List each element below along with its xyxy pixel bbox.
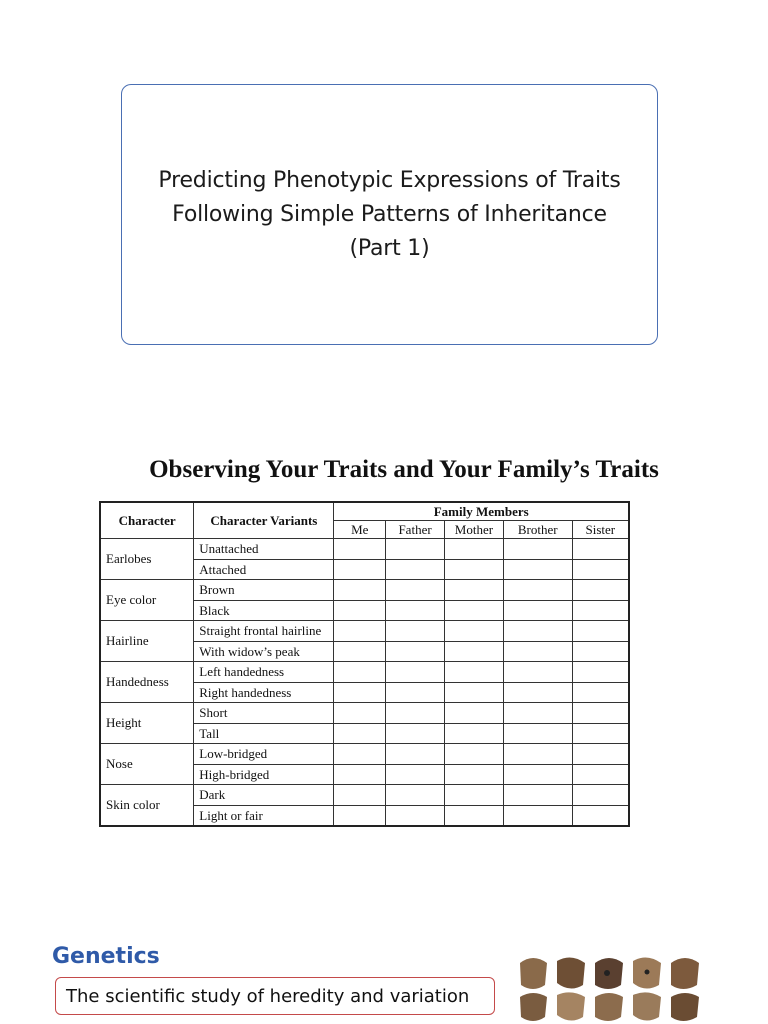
answer-cell-mother[interactable] (444, 600, 503, 621)
answer-cell-brother[interactable] (503, 703, 572, 724)
answer-cell-sister[interactable] (572, 621, 629, 642)
answer-cell-me[interactable] (334, 764, 386, 785)
answer-cell-me[interactable] (334, 662, 386, 683)
table-row (100, 662, 629, 683)
variant-cell: Black (194, 600, 334, 621)
answer-cell-brother[interactable] (503, 723, 572, 744)
genetics-definition: The scientific study of heredity and variation (55, 977, 495, 1015)
header-member-father: Father (386, 521, 445, 539)
character-cell: Handedness (100, 662, 194, 703)
section-heading: Observing Your Traits and Your Family’s Traits (149, 456, 659, 483)
answer-cell-mother[interactable] (444, 785, 503, 806)
character-cell: Height (100, 703, 194, 744)
answer-cell-father[interactable] (386, 539, 445, 560)
answer-cell-sister[interactable] (572, 682, 629, 703)
answer-cell-sister[interactable] (572, 559, 629, 580)
variant-cell: Light or fair (194, 805, 334, 826)
answer-cell-sister[interactable] (572, 600, 629, 621)
answer-cell-me[interactable] (334, 785, 386, 806)
header-variants: Character Variants (194, 502, 334, 539)
answer-cell-mother[interactable] (444, 703, 503, 724)
variant-cell: Unattached (194, 539, 334, 560)
answer-cell-father[interactable] (386, 662, 445, 683)
answer-cell-me[interactable] (334, 805, 386, 826)
answer-cell-mother[interactable] (444, 744, 503, 765)
answer-cell-brother[interactable] (503, 641, 572, 662)
title-line-1: Predicting Phenotypic Expressions of Traits (158, 167, 621, 193)
answer-cell-sister[interactable] (572, 641, 629, 662)
answer-cell-me[interactable] (334, 723, 386, 744)
answer-cell-mother[interactable] (444, 559, 503, 580)
answer-cell-brother[interactable] (503, 764, 572, 785)
variant-cell: Straight frontal hairline (194, 621, 334, 642)
character-cell: Nose (100, 744, 194, 785)
character-cell: Earlobes (100, 539, 194, 580)
variant-cell: High-bridged (194, 764, 334, 785)
genetics-title: Genetics (52, 944, 160, 969)
header-family-members: Family Members (334, 502, 629, 521)
table-row (100, 539, 629, 560)
answer-cell-brother[interactable] (503, 539, 572, 560)
answer-cell-sister[interactable] (572, 744, 629, 765)
answer-cell-mother[interactable] (444, 621, 503, 642)
variant-cell: Brown (194, 580, 334, 601)
character-cell: Eye color (100, 580, 194, 621)
answer-cell-mother[interactable] (444, 805, 503, 826)
title-line-3: (Part 1) (349, 235, 430, 261)
answer-cell-sister[interactable] (572, 723, 629, 744)
answer-cell-sister[interactable] (572, 662, 629, 683)
answer-cell-brother[interactable] (503, 559, 572, 580)
table-row (100, 703, 629, 724)
answer-cell-father[interactable] (386, 744, 445, 765)
answer-cell-brother[interactable] (503, 621, 572, 642)
moth-wings-image (515, 955, 725, 1024)
header-character: Character (100, 502, 194, 539)
answer-cell-brother[interactable] (503, 805, 572, 826)
answer-cell-mother[interactable] (444, 764, 503, 785)
table-row (100, 621, 629, 642)
table-row (100, 785, 629, 806)
answer-cell-me[interactable] (334, 682, 386, 703)
traits-table (99, 501, 630, 827)
moth-row-top (520, 957, 699, 989)
title-line-2: Following Simple Patterns of Inheritance (172, 201, 607, 227)
answer-cell-sister[interactable] (572, 539, 629, 560)
variant-cell: Dark (194, 785, 334, 806)
variant-cell: Tall (194, 723, 334, 744)
answer-cell-father[interactable] (386, 580, 445, 601)
header-member-me: Me (334, 521, 386, 539)
answer-cell-brother[interactable] (503, 744, 572, 765)
answer-cell-father[interactable] (386, 600, 445, 621)
answer-cell-me[interactable] (334, 744, 386, 765)
variant-cell: Attached (194, 559, 334, 580)
header-member-sister: Sister (572, 521, 629, 539)
character-cell: Skin color (100, 785, 194, 827)
answer-cell-sister[interactable] (572, 580, 629, 601)
answer-cell-me[interactable] (334, 539, 386, 560)
answer-cell-me[interactable] (334, 621, 386, 642)
answer-cell-sister[interactable] (572, 703, 629, 724)
answer-cell-mother[interactable] (444, 723, 503, 744)
answer-cell-brother[interactable] (503, 682, 572, 703)
answer-cell-father[interactable] (386, 559, 445, 580)
moth-row-bottom (520, 992, 699, 1021)
answer-cell-mother[interactable] (444, 539, 503, 560)
variant-cell: With widow’s peak (194, 641, 334, 662)
answer-cell-mother[interactable] (444, 682, 503, 703)
answer-cell-father[interactable] (386, 621, 445, 642)
header-member-mother: Mother (444, 521, 503, 539)
answer-cell-me[interactable] (334, 703, 386, 724)
header-member-brother: Brother (503, 521, 572, 539)
answer-cell-father[interactable] (386, 785, 445, 806)
answer-cell-sister[interactable] (572, 785, 629, 806)
variant-cell: Short (194, 703, 334, 724)
answer-cell-mother[interactable] (444, 580, 503, 601)
table-row (100, 744, 629, 765)
variant-cell: Low-bridged (194, 744, 334, 765)
variant-cell: Right handedness (194, 682, 334, 703)
answer-cell-father[interactable] (386, 703, 445, 724)
answer-cell-father[interactable] (386, 723, 445, 744)
answer-cell-brother[interactable] (503, 600, 572, 621)
answer-cell-me[interactable] (334, 559, 386, 580)
character-cell: Hairline (100, 621, 194, 662)
answer-cell-father[interactable] (386, 641, 445, 662)
answer-cell-me[interactable] (334, 600, 386, 621)
answer-cell-sister[interactable] (572, 764, 629, 785)
answer-cell-mother[interactable] (444, 641, 503, 662)
answer-cell-father[interactable] (386, 764, 445, 785)
answer-cell-father[interactable] (386, 682, 445, 703)
answer-cell-sister[interactable] (572, 805, 629, 826)
answer-cell-me[interactable] (334, 641, 386, 662)
variant-cell: Left handedness (194, 662, 334, 683)
answer-cell-father[interactable] (386, 805, 445, 826)
answer-cell-brother[interactable] (503, 785, 572, 806)
answer-cell-mother[interactable] (444, 662, 503, 683)
title-box (121, 84, 658, 345)
answer-cell-brother[interactable] (503, 580, 572, 601)
answer-cell-brother[interactable] (503, 662, 572, 683)
table-row (100, 580, 629, 601)
answer-cell-me[interactable] (334, 580, 386, 601)
